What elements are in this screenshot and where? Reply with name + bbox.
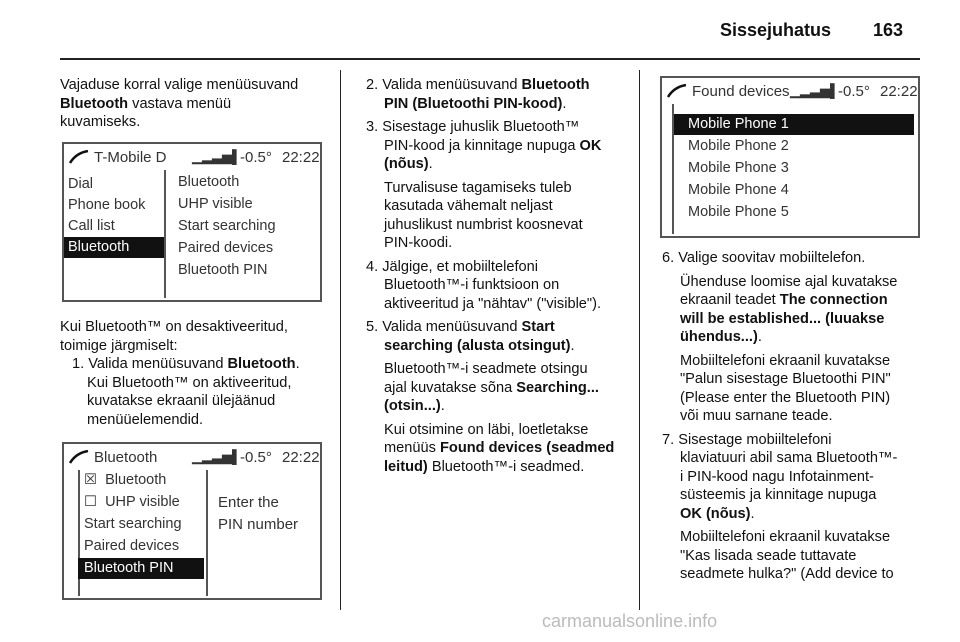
text-bold: will be established... (luuakse — [680, 310, 885, 327]
text: Bluetooth™-i funktsioon on — [384, 277, 560, 293]
menu-item-phone-book[interactable]: Phone book — [68, 197, 146, 213]
text: 1. Valida menüüsuvand — [72, 356, 228, 372]
text: klaviatuuri abil sama Bluetooth™- — [680, 450, 898, 466]
text: 4. Jälgige, et mobiiltelefoni — [366, 258, 538, 275]
screen-title: Found devices — [692, 83, 790, 100]
text: . — [750, 505, 755, 522]
text: menüüelemendid. — [87, 411, 204, 428]
text: Vajaduse korral valige menüüsuvand — [60, 77, 299, 93]
signal-icon: ▁▂▃▅▌ — [790, 83, 840, 98]
text-bold: ühendus...) — [680, 329, 758, 345]
text: või muu sarnane teade. — [680, 408, 833, 424]
text-bold: Bluetooth — [227, 356, 296, 372]
menu-item-label: UHP visible — [105, 494, 180, 510]
text: kasutada vähemalt neljast — [384, 198, 553, 214]
text: kuvamiseks. — [60, 114, 141, 130]
menu-item-uhp-visible[interactable] — [84, 492, 180, 513]
temperature: -0.5° — [240, 149, 272, 166]
menu-item-bluetooth-pin-selected[interactable]: Bluetooth PIN — [78, 558, 204, 579]
text: (Please enter the Bluetooth PIN) — [680, 389, 891, 406]
text: 6. Valige soovitav mobiiltelefon. — [662, 250, 866, 266]
device-item[interactable]: Mobile Phone 3 — [688, 160, 789, 176]
text: "Kas lisada seade tuttavate — [680, 547, 857, 564]
text-bold: searching (alusta otsingut) — [384, 337, 571, 354]
text: PIN-koodi. — [384, 235, 453, 251]
text: Mobiiltelefoni ekraanil kuvatakse — [680, 529, 891, 545]
menu-item-bluetooth-selected[interactable]: Bluetooth — [64, 237, 164, 258]
column-2-steps — [366, 76, 614, 476]
page-number: 163 — [873, 20, 904, 40]
text: i PIN-kood nagu Infotainment- — [680, 468, 874, 485]
signal-icon: ▁▂▃▅▌ — [192, 149, 242, 164]
text-bold: Searching... — [516, 379, 599, 396]
text-bold: leitud) — [384, 458, 428, 475]
menu-item-dial[interactable]: Dial — [68, 176, 93, 192]
device-item[interactable]: Mobile Phone 4 — [688, 182, 789, 198]
text-bold: Start — [521, 319, 555, 335]
text-bold: OK — [579, 137, 602, 154]
header-rule — [60, 58, 920, 60]
clock: 22:22 — [880, 83, 918, 100]
text-bold: OK (nõus) — [680, 505, 751, 522]
column-1-intro — [60, 76, 298, 132]
text: 3. Sisestage juhuslik Bluetooth™ — [366, 119, 580, 135]
column-divider-1 — [340, 70, 341, 610]
column-3-steps — [662, 249, 897, 584]
text-bold: Bluetooth — [521, 77, 590, 93]
text: aktiveeritud ja "nähtav" ("visible"). — [384, 295, 602, 312]
text: vastava menüü — [128, 95, 232, 112]
text: 2. Valida menüüsuvand — [366, 77, 522, 93]
page-title: Sissejuhatus — [720, 20, 832, 40]
menu-item-start-searching[interactable]: Start searching — [84, 516, 182, 532]
checkbox-unchecked-icon[interactable]: ☐ — [84, 494, 97, 510]
column-1-para2 — [60, 318, 300, 429]
text: Mobiiltelefoni ekraanil kuvatakse — [680, 352, 891, 369]
text: 5. Valida menüüsuvand — [366, 319, 522, 335]
clock: 22:22 — [282, 449, 320, 466]
device-item-selected[interactable]: Mobile Phone 1 — [674, 114, 914, 135]
clock: 22:22 — [282, 149, 320, 166]
screen-title: T-Mobile D — [94, 149, 167, 166]
submenu-paired-devices[interactable]: Paired devices — [178, 240, 274, 256]
text: Bluetooth™-i seadmete otsingu — [384, 361, 588, 377]
text: kuvatakse ekraanil ülejäänud — [87, 393, 276, 409]
screen-found-devices — [660, 76, 920, 238]
text-bold: The connection — [779, 292, 888, 308]
text: juhuslikust numbrist koosnevat — [384, 216, 583, 233]
text: Turvalisuse tagamiseks tuleb — [384, 179, 572, 196]
device-item[interactable]: Mobile Phone 2 — [688, 138, 789, 154]
text: Ühenduse loomise ajal kuvatakse — [680, 273, 898, 290]
text: seadmete hulka?" (Add device to — [680, 566, 894, 582]
signal-icon: ▁▂▃▅▌ — [192, 449, 242, 464]
menu-item-label: Bluetooth — [105, 472, 167, 488]
submenu-bluetooth-pin[interactable]: Bluetooth PIN — [178, 262, 268, 278]
text: Bluetooth™-i seadmed. — [427, 458, 585, 475]
text-bold: Bluetooth — [60, 95, 129, 112]
device-item[interactable]: Mobile Phone 5 — [688, 204, 789, 220]
text: . — [440, 398, 445, 414]
pin-prompt-line-2: PIN number — [218, 516, 299, 533]
submenu-bluetooth[interactable]: Bluetooth — [178, 174, 240, 190]
text-bold: (otsin...) — [384, 398, 441, 414]
screen-phone-menu — [62, 142, 322, 302]
screen-bluetooth-menu — [62, 442, 322, 600]
text: . — [570, 337, 575, 354]
temperature: -0.5° — [838, 83, 870, 100]
text: . — [562, 95, 567, 112]
text-bold: Found devices (seadmed — [439, 440, 615, 456]
text: 7. Sisestage mobiiltelefoni — [662, 431, 832, 448]
menu-item-bluetooth[interactable] — [84, 470, 166, 491]
submenu-start-searching[interactable]: Start searching — [178, 218, 276, 234]
text: . — [757, 329, 762, 345]
temperature: -0.5° — [240, 449, 272, 466]
text: "Palun sisestage Bluetoothi PIN" — [680, 371, 891, 387]
text: Kui Bluetooth™ on aktiveeritud, — [87, 374, 292, 391]
pin-prompt-line-1: Enter the — [218, 494, 279, 511]
text: . — [428, 156, 433, 172]
text: Kui otsimine on läbi, loetletakse — [384, 421, 589, 438]
submenu-uhp-visible[interactable]: UHP visible — [178, 196, 253, 212]
watermark: carmanualsonline.info — [542, 611, 718, 631]
menu-item-paired-devices[interactable]: Paired devices — [84, 538, 180, 554]
text: Kui Bluetooth™ on desaktiveeritud, — [60, 319, 288, 335]
text: ekraanil teadet — [680, 292, 780, 308]
menu-item-call-list[interactable]: Call list — [68, 218, 115, 234]
text-bold: PIN (Bluetoothi PIN-kood) — [384, 95, 563, 112]
text: menüüs — [384, 440, 440, 456]
checkbox-checked-icon[interactable]: ☒ — [84, 472, 97, 488]
text: toimige järgmiselt: — [60, 337, 178, 354]
screen-title: Bluetooth — [94, 449, 158, 466]
text: ajal kuvatakse sõna — [384, 379, 517, 396]
text-bold: (nõus) — [384, 156, 429, 172]
text: PIN-kood ja kinnitage nupuga — [384, 137, 580, 154]
column-divider-2 — [639, 70, 640, 610]
text: . — [295, 356, 300, 372]
text: süsteemis ja kinnitage nupuga — [680, 487, 877, 503]
